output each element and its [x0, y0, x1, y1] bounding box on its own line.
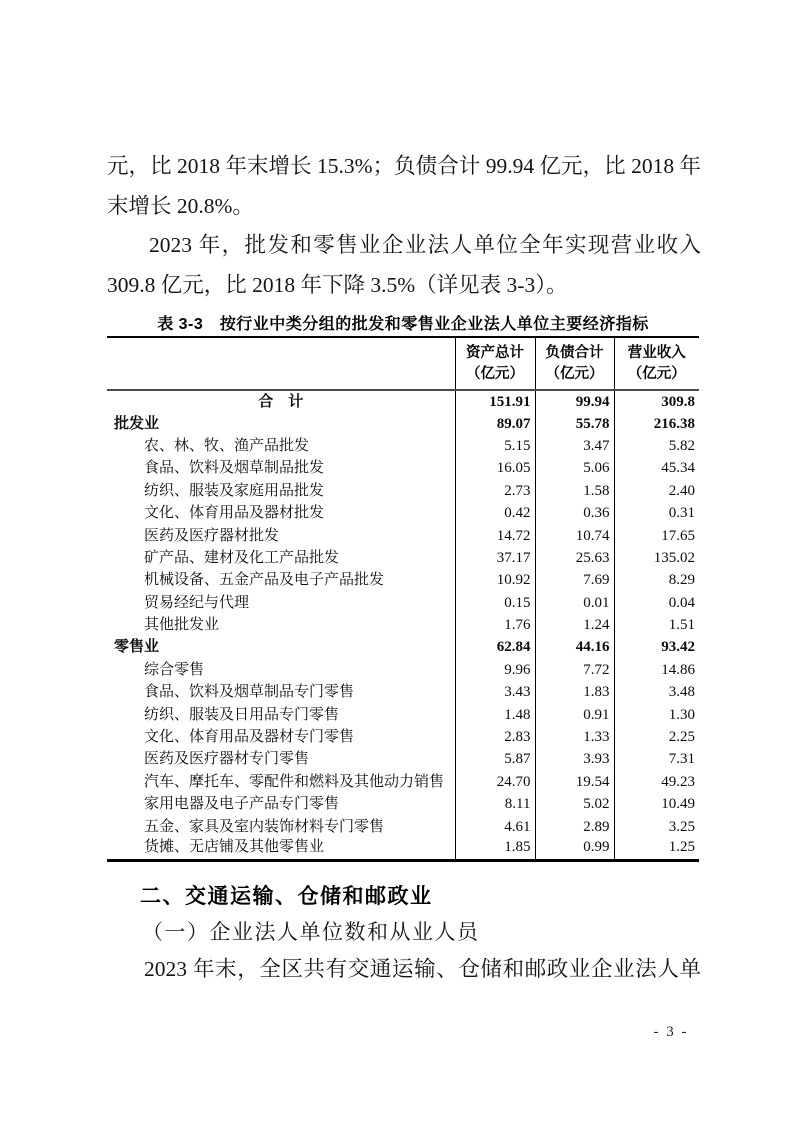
table-row	[107, 524, 699, 546]
row-value: 5.02	[535, 793, 614, 815]
row-value: 89.07	[455, 412, 535, 434]
row-value: 0.99	[535, 838, 614, 860]
header-liabilities-line2: （亿元）	[545, 365, 604, 382]
row-value: 0.91	[535, 703, 614, 725]
row-label: 文化、体育用品及器材批发	[144, 505, 325, 522]
row-value: 1.83	[535, 681, 614, 703]
row-value: 44.16	[535, 636, 614, 658]
paragraph-line: 末增长 20.8%。	[107, 193, 254, 218]
row-value: 7.69	[535, 569, 614, 591]
row-value: 1.58	[535, 480, 614, 502]
row-label: 汽车、摩托车、零配件和燃料及其他动力销售	[144, 773, 445, 790]
table-row	[107, 793, 699, 815]
row-label: 综合零售	[144, 661, 205, 678]
row-label: 文化、体育用品及器材专门零售	[144, 729, 355, 746]
row-label: 食品、饮料及烟草制品专门零售	[144, 684, 355, 701]
paragraph-line: 元，比 2018 年末增长 15.3%；负债合计 99.94 亿元，比 2018 年	[107, 154, 701, 178]
row-value: 24.70	[455, 771, 535, 793]
row-label: 矿产品、建材及化工产品批发	[144, 549, 340, 566]
table-row	[107, 771, 699, 793]
row-value: 4.61	[455, 815, 535, 837]
row-value: 0.42	[455, 502, 535, 524]
row-value: 19.54	[535, 771, 614, 793]
row-value: 2.73	[455, 480, 535, 502]
header-revenue	[614, 337, 699, 390]
row-value: 49.23	[614, 771, 699, 793]
row-value: 5.06	[535, 457, 614, 479]
header-assets-line1: 资产总计	[466, 344, 524, 361]
header-liabilities-total	[535, 337, 614, 390]
row-value: 5.87	[455, 748, 535, 770]
row-value: 3.47	[535, 435, 614, 457]
table-row	[107, 815, 699, 837]
table-row	[107, 703, 699, 725]
row-value: 309.8	[614, 390, 699, 412]
row-value: 14.86	[614, 659, 699, 681]
table-row	[107, 659, 699, 681]
row-value: 8.11	[455, 793, 535, 815]
row-value: 1.33	[535, 726, 614, 748]
row-value: 3.25	[614, 815, 699, 837]
row-value: 16.05	[455, 457, 535, 479]
row-label: 货摊、无店铺及其他零售业	[144, 838, 325, 855]
row-value: 2.83	[455, 726, 535, 748]
row-value: 2.89	[535, 815, 614, 837]
row-value: 14.72	[455, 524, 535, 546]
table-row	[107, 748, 699, 770]
row-value: 3.93	[535, 748, 614, 770]
row-label: 家用电器及电子产品专门零售	[144, 796, 340, 813]
row-value: 1.48	[455, 703, 535, 725]
economic-indicators-table	[107, 336, 699, 862]
row-label: 批发业	[114, 415, 160, 432]
row-label: 医药及医疗器材批发	[144, 527, 280, 544]
row-label: 贸易经纪与代理	[144, 594, 250, 611]
row-value: 135.02	[614, 547, 699, 569]
row-value: 0.04	[614, 592, 699, 614]
row-value: 7.31	[614, 748, 699, 770]
row-value: 0.01	[535, 592, 614, 614]
row-value: 37.17	[455, 547, 535, 569]
header-revenue-line1: 营业收入	[627, 344, 686, 361]
table-body	[107, 390, 699, 860]
section-subheading: （一）企业法人单位数和从业人员	[142, 920, 480, 944]
row-value: 1.85	[455, 838, 535, 860]
row-value: 25.63	[535, 547, 614, 569]
row-value: 62.84	[455, 636, 535, 658]
row-value: 10.74	[535, 524, 614, 546]
row-label: 农、林、牧、渔产品批发	[144, 437, 310, 454]
table-row	[107, 390, 699, 412]
row-label: 五金、家具及室内装饰材料专门零售	[144, 818, 385, 835]
row-value: 7.72	[535, 659, 614, 681]
table-row	[107, 480, 699, 502]
table-row	[107, 592, 699, 614]
row-value: 93.42	[614, 636, 699, 658]
row-value: 1.24	[535, 614, 614, 636]
table-row	[107, 681, 699, 703]
intro-paragraphs	[107, 147, 701, 305]
header-assets-line2: （亿元）	[466, 365, 524, 382]
table-row	[107, 614, 699, 636]
table-row	[107, 838, 699, 860]
row-value: 1.51	[614, 614, 699, 636]
table-header-row	[107, 337, 699, 390]
header-revenue-line2: （亿元）	[627, 365, 686, 382]
row-value: 5.82	[614, 435, 699, 457]
paragraph-line: 2023 年，批发和零售业企业法人单位全年实现营业收入	[149, 233, 701, 257]
row-label: 食品、饮料及烟草制品批发	[144, 460, 325, 477]
section-body-line: 2023 年末，全区共有交通运输、仓储和邮政业企业法人单	[144, 957, 701, 981]
row-value: 5.15	[455, 435, 535, 457]
row-label: 纺织、服装及家庭用品批发	[144, 482, 325, 499]
row-value: 9.96	[455, 659, 535, 681]
row-label: 医药及医疗器材专门零售	[144, 751, 310, 768]
row-label: 机械设备、五金产品及电子产品批发	[144, 572, 385, 589]
section-heading: 二、交通运输、仓储和邮政业	[140, 885, 433, 908]
table-row	[107, 636, 699, 658]
row-value: 10.92	[455, 569, 535, 591]
row-value: 17.65	[614, 524, 699, 546]
row-label: 纺织、服装及日用品专门零售	[144, 706, 340, 723]
row-value: 0.31	[614, 502, 699, 524]
table-title: 表 3-3 按行业中类分组的批发和零售业企业法人单位主要经济指标	[157, 316, 649, 333]
row-value: 2.25	[614, 726, 699, 748]
row-value: 8.29	[614, 569, 699, 591]
row-value: 99.94	[535, 390, 614, 412]
row-value: 3.43	[455, 681, 535, 703]
row-value: 151.91	[455, 390, 535, 412]
row-value: 45.34	[614, 457, 699, 479]
row-value: 1.25	[614, 838, 699, 860]
row-value: 3.48	[614, 681, 699, 703]
row-value: 1.30	[614, 703, 699, 725]
table-row	[107, 569, 699, 591]
table-row	[107, 435, 699, 457]
paragraph-line: 309.8 亿元，比 2018 年下降 3.5%（详见表 3-3）。	[107, 272, 568, 297]
table-row	[107, 412, 699, 434]
row-value: 0.36	[535, 502, 614, 524]
table-row	[107, 726, 699, 748]
row-value: 0.15	[455, 592, 535, 614]
row-value: 10.49	[614, 793, 699, 815]
row-value: 1.76	[455, 614, 535, 636]
row-label: 其他批发业	[144, 617, 220, 634]
row-label: 合 计	[258, 393, 304, 410]
row-label: 零售业	[114, 639, 160, 656]
table-row	[107, 457, 699, 479]
header-category-cell	[107, 337, 455, 390]
header-liabilities-line1: 负债合计	[545, 344, 604, 361]
row-value: 2.40	[614, 480, 699, 502]
row-value: 55.78	[535, 412, 614, 434]
page-number: - 3 -	[653, 1024, 689, 1040]
header-assets-total	[455, 337, 535, 390]
table-row	[107, 547, 699, 569]
row-value: 216.38	[614, 412, 699, 434]
table-row	[107, 502, 699, 524]
